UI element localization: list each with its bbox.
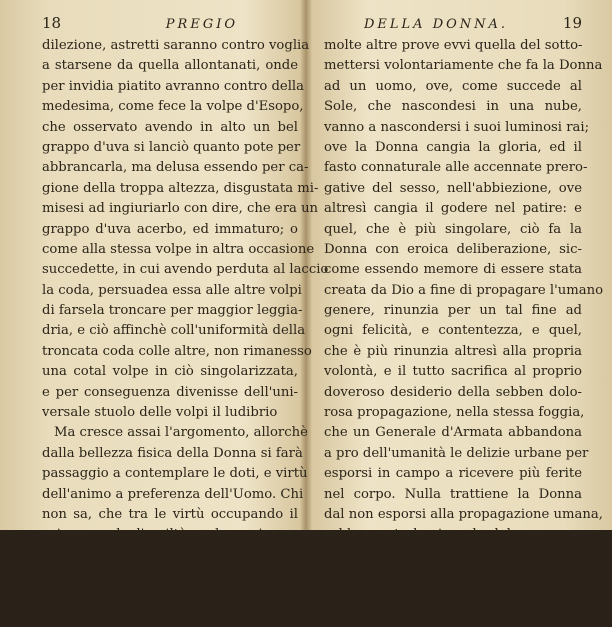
text-line: Donna con eroica deliberazione, sic- bbox=[324, 241, 582, 257]
text-line: queste tra le altre virtù, che accompa- bbox=[42, 547, 299, 563]
text-line: singolarmente in esso? Su di che tra le bbox=[42, 588, 302, 604]
text-line: altresì cangia il godere nel patire: e bbox=[324, 201, 582, 217]
text-line: ogni felicità, e contentezza, e quel, bbox=[324, 323, 582, 339]
right-page bbox=[306, 0, 612, 624]
text-line: che osservato avendo in alto un bel bbox=[42, 119, 298, 135]
text-line: versale stuolo delle volpi il ludibrio bbox=[42, 405, 278, 421]
text-line: esporsi in campo a ricevere più ferite bbox=[324, 466, 582, 482]
text-line: succedette, in cui avendo perduta al laccio bbox=[42, 262, 329, 278]
text-line: doveroso desiderio della sebben dolo- bbox=[324, 384, 582, 400]
text-line: a pro dell'umanità le delizie urbane per bbox=[324, 445, 589, 461]
text-line: come alla stessa volpe in altra occasione bbox=[42, 241, 315, 257]
left-page-body bbox=[42, 36, 329, 607]
text-line: creata da Dio a fine di propagare l'umano bbox=[324, 282, 604, 298]
text-line: volontà, e il tutto sacrifica al proprio bbox=[324, 364, 582, 380]
text-line: molte altre prove evvi quella del sotto- bbox=[324, 38, 583, 53]
text-line: vanno a nascondersi i suoi luminosi rai; bbox=[324, 119, 590, 135]
text-line: e per conseguenza divenisse dell'uni- bbox=[42, 384, 298, 400]
text-line: gione della troppa altezza, disgustata mi- bbox=[42, 180, 319, 196]
text-line: la coda, persuadea essa alle altre volpi bbox=[42, 282, 302, 298]
text-line: che un Generale d'Armata abbandona bbox=[324, 425, 582, 441]
text-line: primo grado l'umiltà, e la pazienza, bbox=[42, 527, 298, 543]
text-line: per invidia piatito avranno contro della bbox=[42, 78, 304, 94]
left-running-head: PREGIO bbox=[165, 17, 238, 32]
text-line: come essendo memore di essere stata bbox=[324, 262, 582, 278]
text-line: quel, che è più singolare, ciò fa la bbox=[324, 221, 582, 237]
left-page-header bbox=[42, 14, 298, 34]
text-line: grappo d'uva si lanciò quanto pote per bbox=[42, 139, 301, 155]
text-line: che è più rinunzia altresì alla propria bbox=[324, 343, 582, 359]
text-line: genere, rinunzia per un tal fine ad bbox=[324, 303, 582, 319]
text-line: sebban note le siano le dolorose con- bbox=[324, 527, 582, 543]
text-line: fasto connaturale alle accennate prero- bbox=[324, 160, 588, 176]
text-line: Sole, che nascondesi in una nube, bbox=[324, 99, 582, 115]
right-page-number: 19 bbox=[562, 14, 582, 32]
text-line: passaggio a contemplare le doti, e virtù bbox=[42, 466, 308, 482]
right-catchword: d'ub- bbox=[548, 608, 582, 624]
text-line: dilezione, astretti saranno contro voglia bbox=[42, 38, 310, 53]
text-line: medesima, come fece la volpe d'Esopo, bbox=[42, 99, 304, 115]
text-line: ove la Donna cangia la gloria, ed il bbox=[324, 139, 582, 155]
left-catchword: molte bbox=[246, 608, 284, 624]
text-line: gnano il sesso donnesco, lampeggiano bbox=[42, 568, 299, 584]
text-line: troncata coda colle altre, non rimanesso bbox=[42, 343, 312, 359]
right-page-body bbox=[324, 36, 604, 607]
text-line: dria, e ciò affinchè coll'uniformità della bbox=[42, 323, 306, 339]
text-line: rosa propagazione, nella stessa foggia, bbox=[324, 405, 585, 421]
text-line: seguenze del maritale stato, ove a quella bbox=[324, 547, 598, 563]
text-line: grappo d'uva acerbo, ed immaturo; o bbox=[42, 221, 298, 237]
text-line: non sa, che tra le virtù occupando il bbox=[42, 506, 298, 522]
text-line: gative del sesso, nell'abbiezione, ove bbox=[324, 180, 582, 196]
text-line: misesi ad ingiuriarlo con dire, che era un bbox=[42, 201, 319, 217]
text-line: a starsene da quella allontanati, onde bbox=[42, 58, 298, 74]
text-line: prerogativa d'imperare nella soggezione bbox=[324, 588, 596, 604]
left-page-number: 18 bbox=[42, 14, 62, 32]
text-line: dal non esporsi alla propagazione umana, bbox=[324, 506, 603, 522]
text-line: nel corpo. Nulla trattiene la Donna bbox=[324, 486, 582, 502]
text-line: di farsela troncare per maggior leggia- bbox=[42, 303, 303, 319]
text-line: dell'animo a preferenza dell'Uomo. Chi bbox=[42, 486, 304, 502]
text-line: mettersi volontariamente che fa la Donna bbox=[324, 58, 603, 74]
text-line: si eclissa la beltà, e cangiasi ad essa la bbox=[324, 568, 585, 584]
text-line: abbrancarla, ma delusa essendo per ca- bbox=[42, 160, 309, 176]
text-line: dalla bellezza fisica della Donna si farà bbox=[42, 445, 303, 461]
text-line: ad un uomo, ove, come succede al bbox=[324, 78, 582, 94]
text-line: Ma cresce assai l'argomento, allorchè bbox=[54, 425, 308, 441]
right-page-header bbox=[324, 14, 582, 34]
right-running-head: DELLA DONNA. bbox=[364, 17, 509, 32]
text-line: una cotal volpe in ciò singolarizzata, bbox=[42, 364, 298, 380]
